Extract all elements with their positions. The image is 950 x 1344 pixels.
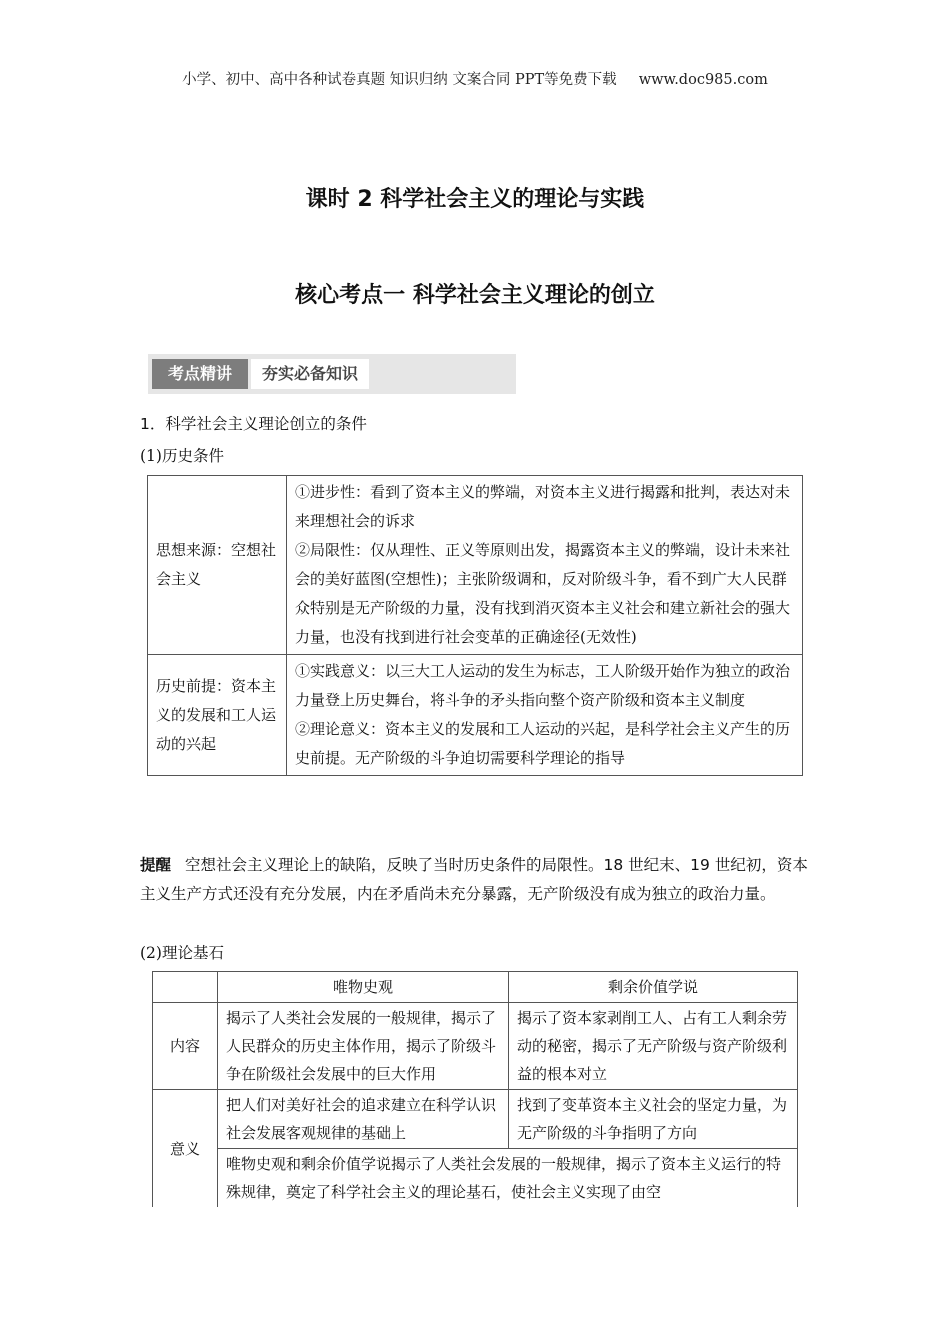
table-cell: 找到了变革资本主义社会的坚定力量，为无产阶级的斗争指明了方向 xyxy=(509,1090,798,1149)
reminder-text: 空想社会主义理论上的缺陷，反映了当时历史条件的局限性。18 世纪末、19 世纪初，资本主义生产方式还没有充分发展，内在矛盾尚未充分暴露，无产阶级没有成为独立的政治力量。 xyxy=(140,856,808,903)
cell-paragraph: ②局限性：仅从理性、正义等原则出发，揭露资本主义的弊端，设计未来社会的美好蓝图(空想性)；主张阶级调和，反对阶级斗争，看不到广大人民群众特别是无产阶级的力量，没有找到消灭资本主义社会和建立新社会的强大力量，也没有找到进行社会变革的正确途径(无效性) xyxy=(295,541,791,646)
table-cell: 把人们对美好社会的追求建立在科学认识社会发展客观规律的基础上 xyxy=(218,1090,509,1149)
table-cell-merged: 唯物史观和剩余价值学说揭示了人类社会发展的一般规律，揭示了资本主义运行的特殊规律，奠定了科学社会主义的理论基石，使社会主义实现了由空 xyxy=(218,1149,798,1208)
cell-paragraph: ②理论意义：资本主义的发展和工人运动的兴起，是科学社会主义产生的历史前提。无产阶级的斗争迫切需要科学理论的指导 xyxy=(295,720,791,767)
section-title: 核心考点一 科学社会主义理论的创立 xyxy=(295,283,655,308)
section-banner xyxy=(148,354,516,394)
cell-paragraph: ①实践意义：以三大工人运动的发生为标志，工人阶级开始作为独立的政治力量登上历史舞台，将斗争的矛头指向整个资产阶级和资本主义制度 xyxy=(295,662,791,709)
banner-tag-secondary: 夯实必备知识 xyxy=(251,359,369,389)
table-row-label: 内容 xyxy=(153,1003,218,1090)
header-text: 小学、初中、高中各种试卷真题 知识归纳 文案合同 PPT等免费下载 xyxy=(182,72,617,88)
table-cell-content xyxy=(287,655,803,776)
banner-tag-primary: 考点精讲 xyxy=(152,359,248,389)
table-cell: 揭示了资本家剥削工人、占有工人剩余劳动的秘密，揭示了无产阶级与资产阶级利益的根本对立 xyxy=(509,1003,798,1090)
table-row xyxy=(153,1149,798,1208)
heading-conditions: 1．科学社会主义理论创立的条件 xyxy=(140,415,367,433)
table-cell-label: 历史前提：资本主义的发展和工人运动的兴起 xyxy=(148,655,287,776)
subheading-theoretical-foundation: (2)理论基石 xyxy=(140,944,224,962)
table-header-cell: 唯物史观 xyxy=(218,972,509,1003)
page-header xyxy=(0,68,950,89)
reminder-note xyxy=(140,851,812,909)
table-header-cell xyxy=(153,972,218,1003)
historical-conditions-table xyxy=(147,475,803,776)
table-header-row xyxy=(153,972,798,1003)
table-header-cell: 剩余价值学说 xyxy=(509,972,798,1003)
table-row xyxy=(148,476,803,655)
theoretical-foundation-table xyxy=(152,971,798,1207)
table-row-label: 意义 xyxy=(153,1090,218,1208)
table-row xyxy=(148,655,803,776)
cell-paragraph: ①进步性：看到了资本主义的弊端，对资本主义进行揭露和批判，表达对未来理想社会的诉求 xyxy=(295,483,791,530)
lesson-title: 课时 2 科学社会主义的理论与实践 xyxy=(305,187,645,212)
subheading-historical-conditions: (1)历史条件 xyxy=(140,447,224,465)
table-row xyxy=(153,1090,798,1149)
header-site-link[interactable]: www.doc985.com xyxy=(638,72,768,88)
table-cell-content xyxy=(287,476,803,655)
table-row xyxy=(153,1003,798,1090)
table-cell-label: 思想来源：空想社会主义 xyxy=(148,476,287,655)
table-cell: 揭示了人类社会发展的一般规律，揭示了人民群众的历史主体作用，揭示了阶级斗争在阶级社会发展中的巨大作用 xyxy=(218,1003,509,1090)
reminder-label: 提醒 xyxy=(140,856,172,874)
